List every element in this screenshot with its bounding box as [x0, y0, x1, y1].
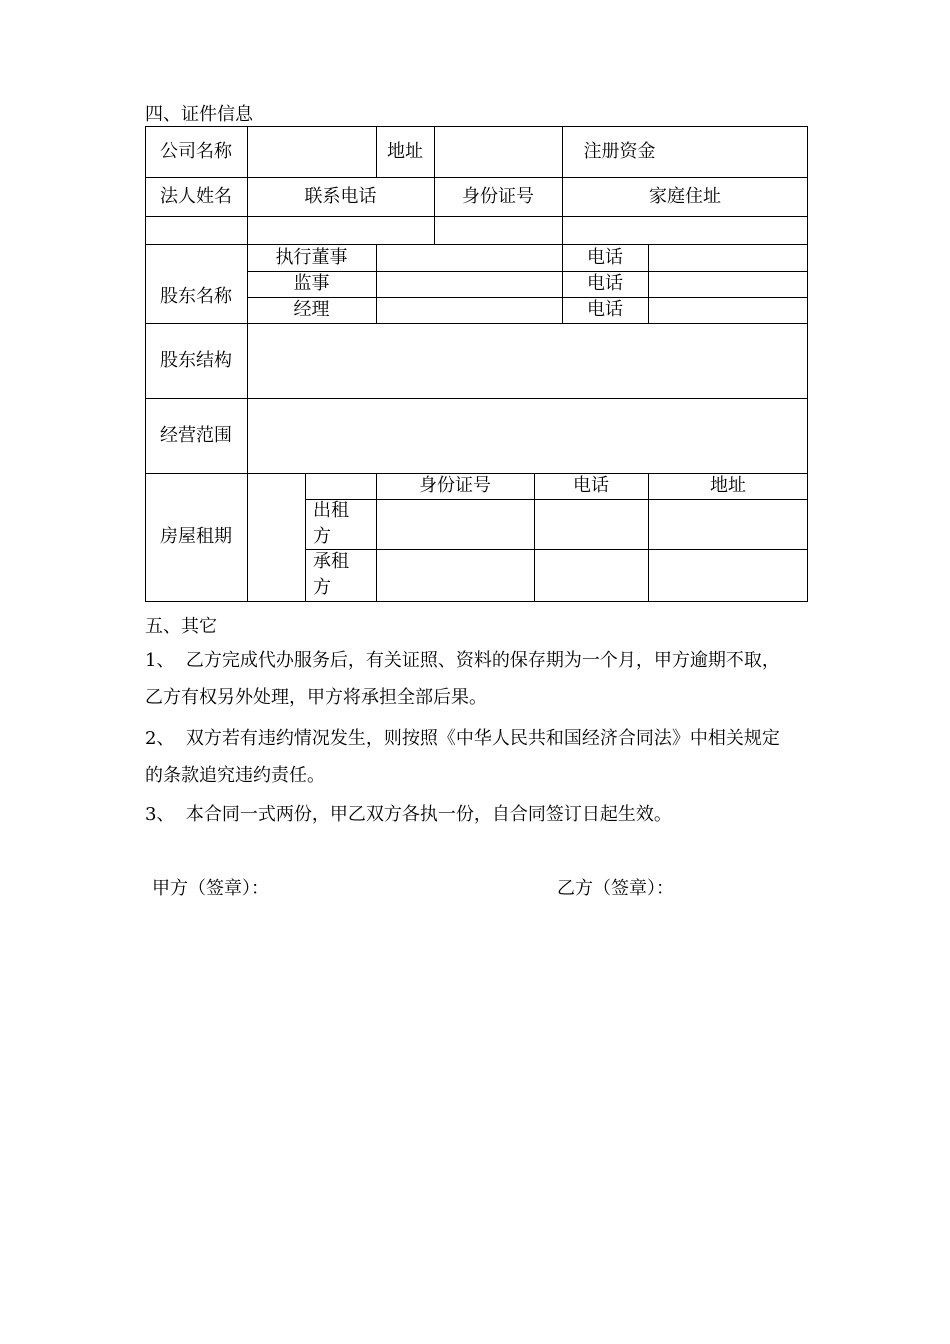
lessor-label-line2: 方: [313, 526, 331, 547]
item3-line1: 3、 本合同一式两份，甲乙双方各执一份，自合同签订日起生效。: [145, 804, 672, 825]
business-scope-label: 经营范围: [160, 424, 232, 446]
id-number-label: 身份证号: [462, 185, 534, 207]
section5-heading: 五、其它: [145, 616, 217, 637]
shareholder-name-label: 股东名称: [160, 286, 232, 307]
house-lease-label: 房屋租期: [160, 526, 232, 547]
lessee-label-line1: 承租: [313, 551, 349, 572]
lease-phone-header: 电话: [573, 475, 609, 496]
registered-capital-label: 注册资金: [583, 140, 656, 162]
section4-heading: 四、证件信息: [145, 104, 253, 125]
party-a-signature: 甲方（签章）：: [152, 878, 269, 899]
item2-line1: 2、 双方若有违约情况发生，则按照《中华人民共和国经济合同法》中相关规定: [145, 728, 780, 749]
party-b-signature: 乙方（签章）：: [557, 878, 674, 899]
lease-id-header: 身份证号: [419, 475, 491, 496]
executive-director-label: 执行董事: [275, 246, 348, 268]
address-label: 地址: [387, 140, 423, 162]
legal-person-label: 法人姓名: [160, 185, 232, 207]
phone-label-1: 电话: [587, 246, 623, 268]
lessor-label-line1: 出租: [313, 500, 349, 521]
manager-label: 经理: [293, 299, 330, 320]
lessor-label: [313, 499, 373, 549]
item1-line2: 乙方有权另外处理，甲方将承担全部后果。: [145, 687, 487, 708]
phone-label-3: 电话: [587, 299, 623, 320]
item1-line1: 1、 乙方完成代办服务后，有关证照、资料的保存期为一个月，甲方逾期不取，: [145, 650, 780, 671]
lessee-label: [313, 549, 373, 601]
home-address-label: 家庭住址: [649, 185, 721, 207]
phone-label-2: 电话: [587, 273, 623, 294]
shareholder-structure-label: 股东结构: [160, 349, 232, 371]
contact-phone-label: 联系电话: [304, 185, 377, 207]
lease-address-header: 地址: [710, 475, 746, 496]
company-name-label: 公司名称: [160, 140, 232, 162]
item2-line2: 的条款追究违约责任。: [145, 765, 325, 786]
supervisor-label: 监事: [293, 273, 330, 294]
lessee-label-line2: 方: [313, 577, 331, 598]
